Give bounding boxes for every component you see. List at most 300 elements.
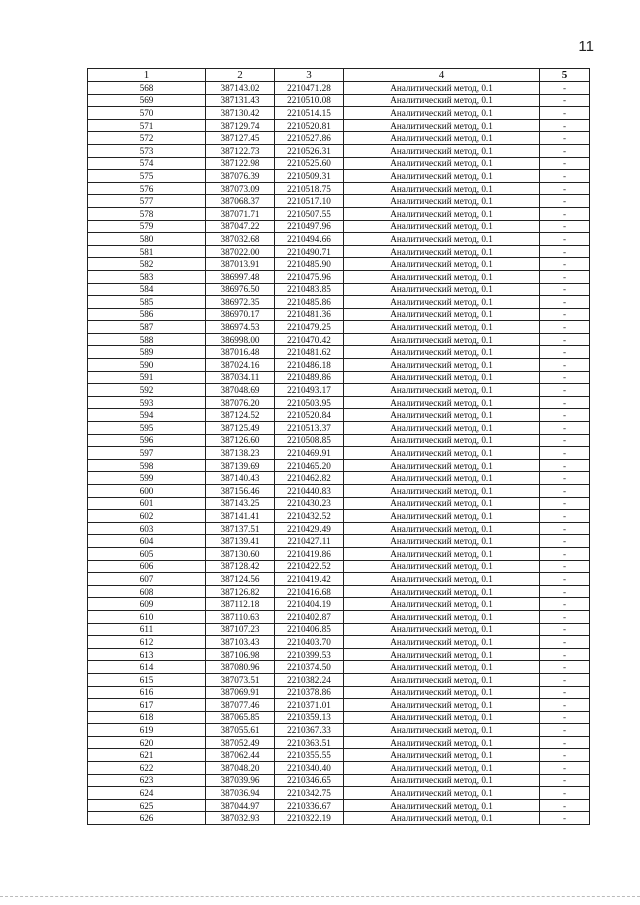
method-accuracy-cell: Аналитический метод, 0.1 — [344, 207, 540, 220]
note-cell: - — [540, 598, 590, 611]
table-row — [88, 787, 590, 800]
point-number-cell: 626 — [88, 812, 206, 825]
note-cell: - — [540, 233, 590, 246]
table-row — [88, 371, 590, 384]
header-row — [88, 69, 590, 82]
point-number-cell: 572 — [88, 132, 206, 145]
note-cell: - — [540, 510, 590, 523]
method-accuracy-cell: Аналитический метод, 0.1 — [344, 384, 540, 397]
coord-x-cell: 386976.50 — [206, 283, 275, 296]
method-accuracy-cell: Аналитический метод, 0.1 — [344, 472, 540, 485]
coord-y-cell: 2210404.19 — [275, 598, 344, 611]
point-number-cell: 602 — [88, 510, 206, 523]
note-cell: - — [540, 673, 590, 686]
note-cell: - — [540, 497, 590, 510]
header-col-2: 2 — [206, 69, 275, 82]
table-row — [88, 598, 590, 611]
coord-y-cell: 2210419.42 — [275, 573, 344, 586]
coord-x-cell: 387122.98 — [206, 157, 275, 170]
table-row — [88, 346, 590, 359]
method-accuracy-cell: Аналитический метод, 0.1 — [344, 485, 540, 498]
note-cell: - — [540, 547, 590, 560]
method-accuracy-cell: Аналитический метод, 0.1 — [344, 157, 540, 170]
coord-x-cell: 387034.11 — [206, 371, 275, 384]
coord-x-cell: 387127.45 — [206, 132, 275, 145]
table-row — [88, 485, 590, 498]
method-accuracy-cell: Аналитический метод, 0.1 — [344, 749, 540, 762]
method-accuracy-cell: Аналитический метод, 0.1 — [344, 686, 540, 699]
coord-y-cell: 2210485.86 — [275, 296, 344, 309]
method-accuracy-cell: Аналитический метод, 0.1 — [344, 711, 540, 724]
point-number-cell: 614 — [88, 661, 206, 674]
coord-x-cell: 387110.63 — [206, 610, 275, 623]
coord-y-cell: 2210336.67 — [275, 799, 344, 812]
note-cell: - — [540, 447, 590, 460]
table-row — [88, 195, 590, 208]
point-number-cell: 619 — [88, 724, 206, 737]
coord-x-cell: 387156.46 — [206, 485, 275, 498]
coord-y-cell: 2210382.24 — [275, 673, 344, 686]
coord-y-cell: 2210520.81 — [275, 119, 344, 132]
coord-y-cell: 2210340.40 — [275, 762, 344, 775]
table-row — [88, 472, 590, 485]
note-cell: - — [540, 119, 590, 132]
method-accuracy-cell: Аналитический метод, 0.1 — [344, 434, 540, 447]
coord-x-cell: 387103.43 — [206, 636, 275, 649]
coord-x-cell: 387125.49 — [206, 422, 275, 435]
coord-y-cell: 2210403.70 — [275, 636, 344, 649]
point-number-cell: 579 — [88, 220, 206, 233]
coord-y-cell: 2210490.71 — [275, 245, 344, 258]
method-accuracy-cell: Аналитический метод, 0.1 — [344, 673, 540, 686]
coord-x-cell: 387036.94 — [206, 787, 275, 800]
table-row — [88, 144, 590, 157]
note-cell: - — [540, 359, 590, 372]
table-row — [88, 522, 590, 535]
coord-x-cell: 387032.68 — [206, 233, 275, 246]
coord-x-cell: 387139.69 — [206, 459, 275, 472]
point-number-cell: 583 — [88, 270, 206, 283]
coord-y-cell: 2210527.86 — [275, 132, 344, 145]
point-number-cell: 584 — [88, 283, 206, 296]
coord-x-cell: 387044.97 — [206, 799, 275, 812]
point-number-cell: 605 — [88, 547, 206, 560]
note-cell: - — [540, 522, 590, 535]
coord-y-cell: 2210469.91 — [275, 447, 344, 460]
coord-x-cell: 387024.16 — [206, 359, 275, 372]
method-accuracy-cell: Аналитический метод, 0.1 — [344, 535, 540, 548]
note-cell: - — [540, 749, 590, 762]
note-cell: - — [540, 686, 590, 699]
method-accuracy-cell: Аналитический метод, 0.1 — [344, 270, 540, 283]
coord-x-cell: 387137.51 — [206, 522, 275, 535]
coord-x-cell: 387140.43 — [206, 472, 275, 485]
note-cell: - — [540, 157, 590, 170]
point-number-cell: 621 — [88, 749, 206, 762]
table-row — [88, 547, 590, 560]
coord-x-cell: 387077.46 — [206, 699, 275, 712]
coord-y-cell: 2210513.37 — [275, 422, 344, 435]
coord-y-cell: 2210481.62 — [275, 346, 344, 359]
note-cell: - — [540, 459, 590, 472]
coord-y-cell: 2210510.08 — [275, 94, 344, 107]
coord-x-cell: 387047.22 — [206, 220, 275, 233]
table-row — [88, 560, 590, 573]
table-row — [88, 799, 590, 812]
method-accuracy-cell: Аналитический метод, 0.1 — [344, 573, 540, 586]
note-cell: - — [540, 144, 590, 157]
point-number-cell: 580 — [88, 233, 206, 246]
coord-x-cell: 387112.18 — [206, 598, 275, 611]
table-row — [88, 459, 590, 472]
point-number-cell: 573 — [88, 144, 206, 157]
note-cell: - — [540, 724, 590, 737]
coord-y-cell: 2210483.85 — [275, 283, 344, 296]
coordinates-table — [87, 68, 590, 825]
point-number-cell: 612 — [88, 636, 206, 649]
coord-x-cell: 387065.85 — [206, 711, 275, 724]
coord-y-cell: 2210342.75 — [275, 787, 344, 800]
header-col-5: 5 — [540, 69, 590, 82]
header-col-4: 4 — [344, 69, 540, 82]
method-accuracy-cell: Аналитический метод, 0.1 — [344, 736, 540, 749]
point-number-cell: 593 — [88, 396, 206, 409]
table-row — [88, 724, 590, 737]
coord-y-cell: 2210485.90 — [275, 258, 344, 271]
table-row — [88, 321, 590, 334]
coord-y-cell: 2210462.82 — [275, 472, 344, 485]
note-cell: - — [540, 94, 590, 107]
point-number-cell: 591 — [88, 371, 206, 384]
method-accuracy-cell: Аналитический метод, 0.1 — [344, 94, 540, 107]
table-row — [88, 157, 590, 170]
point-number-cell: 620 — [88, 736, 206, 749]
method-accuracy-cell: Аналитический метод, 0.1 — [344, 245, 540, 258]
coord-y-cell: 2210378.86 — [275, 686, 344, 699]
coord-y-cell: 2210355.55 — [275, 749, 344, 762]
note-cell: - — [540, 636, 590, 649]
coord-y-cell: 2210374.50 — [275, 661, 344, 674]
point-number-cell: 577 — [88, 195, 206, 208]
note-cell: - — [540, 623, 590, 636]
method-accuracy-cell: Аналитический метод, 0.1 — [344, 623, 540, 636]
point-number-cell: 574 — [88, 157, 206, 170]
table-row — [88, 535, 590, 548]
coord-y-cell: 2210371.01 — [275, 699, 344, 712]
coord-x-cell: 387052.49 — [206, 736, 275, 749]
coord-x-cell: 387122.73 — [206, 144, 275, 157]
coord-y-cell: 2210322.19 — [275, 812, 344, 825]
coord-x-cell: 387141.41 — [206, 510, 275, 523]
table-row — [88, 283, 590, 296]
table-row — [88, 270, 590, 283]
coord-y-cell: 2210399.53 — [275, 648, 344, 661]
coord-x-cell: 387073.51 — [206, 673, 275, 686]
coord-y-cell: 2210489.86 — [275, 371, 344, 384]
method-accuracy-cell: Аналитический метод, 0.1 — [344, 220, 540, 233]
point-number-cell: 601 — [88, 497, 206, 510]
point-number-cell: 609 — [88, 598, 206, 611]
table-row — [88, 119, 590, 132]
point-number-cell: 598 — [88, 459, 206, 472]
point-number-cell: 616 — [88, 686, 206, 699]
note-cell: - — [540, 711, 590, 724]
coord-x-cell: 387124.52 — [206, 409, 275, 422]
coord-y-cell: 2210471.28 — [275, 82, 344, 95]
note-cell: - — [540, 82, 590, 95]
point-number-cell: 600 — [88, 485, 206, 498]
table-row — [88, 573, 590, 586]
method-accuracy-cell: Аналитический метод, 0.1 — [344, 321, 540, 334]
coord-y-cell: 2210416.68 — [275, 585, 344, 598]
coord-y-cell: 2210406.85 — [275, 623, 344, 636]
method-accuracy-cell: Аналитический метод, 0.1 — [344, 648, 540, 661]
coord-x-cell: 387069.91 — [206, 686, 275, 699]
coord-x-cell: 386972.35 — [206, 296, 275, 309]
coord-y-cell: 2210494.66 — [275, 233, 344, 246]
note-cell: - — [540, 207, 590, 220]
note-cell: - — [540, 409, 590, 422]
method-accuracy-cell: Аналитический метод, 0.1 — [344, 799, 540, 812]
table-row — [88, 610, 590, 623]
coord-x-cell: 387126.60 — [206, 434, 275, 447]
coord-y-cell: 2210440.83 — [275, 485, 344, 498]
table-row — [88, 82, 590, 95]
note-cell: - — [540, 585, 590, 598]
coord-y-cell: 2210422.52 — [275, 560, 344, 573]
note-cell: - — [540, 296, 590, 309]
table-row — [88, 749, 590, 762]
table-row — [88, 359, 590, 372]
coord-x-cell: 387106.98 — [206, 648, 275, 661]
table-row — [88, 258, 590, 271]
coord-x-cell: 386997.48 — [206, 270, 275, 283]
point-number-cell: 587 — [88, 321, 206, 334]
method-accuracy-cell: Аналитический метод, 0.1 — [344, 447, 540, 460]
point-number-cell: 606 — [88, 560, 206, 573]
coord-x-cell: 387076.39 — [206, 170, 275, 183]
coord-x-cell: 387107.23 — [206, 623, 275, 636]
method-accuracy-cell: Аналитический метод, 0.1 — [344, 346, 540, 359]
point-number-cell: 624 — [88, 787, 206, 800]
coord-x-cell: 386974.53 — [206, 321, 275, 334]
coord-y-cell: 2210402.87 — [275, 610, 344, 623]
table-row — [88, 585, 590, 598]
coord-y-cell: 2210526.31 — [275, 144, 344, 157]
point-number-cell: 617 — [88, 699, 206, 712]
coord-y-cell: 2210481.36 — [275, 308, 344, 321]
point-number-cell: 592 — [88, 384, 206, 397]
coord-y-cell: 2210493.17 — [275, 384, 344, 397]
method-accuracy-cell: Аналитический метод, 0.1 — [344, 170, 540, 183]
method-accuracy-cell: Аналитический метод, 0.1 — [344, 422, 540, 435]
method-accuracy-cell: Аналитический метод, 0.1 — [344, 699, 540, 712]
coord-y-cell: 2210427.11 — [275, 535, 344, 548]
note-cell: - — [540, 384, 590, 397]
coord-y-cell: 2210525.60 — [275, 157, 344, 170]
coord-x-cell: 387131.43 — [206, 94, 275, 107]
table-row — [88, 333, 590, 346]
table-row — [88, 736, 590, 749]
method-accuracy-cell: Аналитический метод, 0.1 — [344, 82, 540, 95]
note-cell: - — [540, 396, 590, 409]
table-row — [88, 182, 590, 195]
note-cell: - — [540, 535, 590, 548]
header-col-3: 3 — [275, 69, 344, 82]
note-cell: - — [540, 472, 590, 485]
note-cell: - — [540, 283, 590, 296]
table-row — [88, 774, 590, 787]
table-row — [88, 673, 590, 686]
point-number-cell: 625 — [88, 799, 206, 812]
coord-x-cell: 387073.09 — [206, 182, 275, 195]
table-row — [88, 711, 590, 724]
note-cell: - — [540, 787, 590, 800]
coord-x-cell: 387076.20 — [206, 396, 275, 409]
note-cell: - — [540, 333, 590, 346]
coord-y-cell: 2210475.96 — [275, 270, 344, 283]
table-row — [88, 170, 590, 183]
method-accuracy-cell: Аналитический метод, 0.1 — [344, 308, 540, 321]
point-number-cell: 588 — [88, 333, 206, 346]
table-row — [88, 308, 590, 321]
table-row — [88, 233, 590, 246]
coord-y-cell: 2210517.10 — [275, 195, 344, 208]
note-cell: - — [540, 736, 590, 749]
coord-x-cell: 387039.96 — [206, 774, 275, 787]
point-number-cell: 578 — [88, 207, 206, 220]
table-row — [88, 207, 590, 220]
note-cell: - — [540, 170, 590, 183]
coord-x-cell: 387013.91 — [206, 258, 275, 271]
method-accuracy-cell: Аналитический метод, 0.1 — [344, 610, 540, 623]
method-accuracy-cell: Аналитический метод, 0.1 — [344, 812, 540, 825]
method-accuracy-cell: Аналитический метод, 0.1 — [344, 585, 540, 598]
point-number-cell: 607 — [88, 573, 206, 586]
table-row — [88, 686, 590, 699]
note-cell: - — [540, 560, 590, 573]
coord-x-cell: 387071.71 — [206, 207, 275, 220]
method-accuracy-cell: Аналитический метод, 0.1 — [344, 333, 540, 346]
method-accuracy-cell: Аналитический метод, 0.1 — [344, 132, 540, 145]
table-row — [88, 510, 590, 523]
coord-x-cell: 387126.82 — [206, 585, 275, 598]
point-number-cell: 582 — [88, 258, 206, 271]
coord-y-cell: 2210503.95 — [275, 396, 344, 409]
table-row — [88, 434, 590, 447]
coord-y-cell: 2210486.18 — [275, 359, 344, 372]
coord-y-cell: 2210429.49 — [275, 522, 344, 535]
coord-y-cell: 2210518.75 — [275, 182, 344, 195]
coord-x-cell: 387139.41 — [206, 535, 275, 548]
note-cell: - — [540, 270, 590, 283]
table-row — [88, 384, 590, 397]
method-accuracy-cell: Аналитический метод, 0.1 — [344, 258, 540, 271]
point-number-cell: 585 — [88, 296, 206, 309]
note-cell: - — [540, 762, 590, 775]
coord-x-cell: 387129.74 — [206, 119, 275, 132]
method-accuracy-cell: Аналитический метод, 0.1 — [344, 560, 540, 573]
note-cell: - — [540, 346, 590, 359]
note-cell: - — [540, 107, 590, 120]
note-cell: - — [540, 812, 590, 825]
point-number-cell: 611 — [88, 623, 206, 636]
method-accuracy-cell: Аналитический метод, 0.1 — [344, 409, 540, 422]
table-row — [88, 396, 590, 409]
table-row — [88, 245, 590, 258]
method-accuracy-cell: Аналитический метод, 0.1 — [344, 283, 540, 296]
point-number-cell: 623 — [88, 774, 206, 787]
method-accuracy-cell: Аналитический метод, 0.1 — [344, 396, 540, 409]
point-number-cell: 568 — [88, 82, 206, 95]
table-row — [88, 497, 590, 510]
coord-y-cell: 2210470.42 — [275, 333, 344, 346]
coord-x-cell: 387080.96 — [206, 661, 275, 674]
table-row — [88, 422, 590, 435]
method-accuracy-cell: Аналитический метод, 0.1 — [344, 762, 540, 775]
note-cell: - — [540, 258, 590, 271]
note-cell: - — [540, 220, 590, 233]
point-number-cell: 615 — [88, 673, 206, 686]
method-accuracy-cell: Аналитический метод, 0.1 — [344, 107, 540, 120]
coord-y-cell: 2210367.33 — [275, 724, 344, 737]
point-number-cell: 597 — [88, 447, 206, 460]
coord-x-cell: 387128.42 — [206, 560, 275, 573]
point-number-cell: 599 — [88, 472, 206, 485]
coord-x-cell: 387048.69 — [206, 384, 275, 397]
note-cell: - — [540, 308, 590, 321]
coord-y-cell: 2210509.31 — [275, 170, 344, 183]
page-bottom-rule — [0, 896, 640, 898]
coord-x-cell: 387022.00 — [206, 245, 275, 258]
coord-x-cell: 387068.37 — [206, 195, 275, 208]
point-number-cell: 613 — [88, 648, 206, 661]
coord-x-cell: 387124.56 — [206, 573, 275, 586]
method-accuracy-cell: Аналитический метод, 0.1 — [344, 787, 540, 800]
point-number-cell: 608 — [88, 585, 206, 598]
coord-x-cell: 387138.23 — [206, 447, 275, 460]
method-accuracy-cell: Аналитический метод, 0.1 — [344, 233, 540, 246]
note-cell: - — [540, 182, 590, 195]
note-cell: - — [540, 245, 590, 258]
table-row — [88, 220, 590, 233]
note-cell: - — [540, 610, 590, 623]
coord-y-cell: 2210359.13 — [275, 711, 344, 724]
point-number-cell: 570 — [88, 107, 206, 120]
coord-y-cell: 2210479.25 — [275, 321, 344, 334]
point-number-cell: 595 — [88, 422, 206, 435]
point-number-cell: 622 — [88, 762, 206, 775]
table-row — [88, 132, 590, 145]
coord-x-cell: 387143.02 — [206, 82, 275, 95]
point-number-cell: 581 — [88, 245, 206, 258]
table-row — [88, 661, 590, 674]
method-accuracy-cell: Аналитический метод, 0.1 — [344, 144, 540, 157]
coord-y-cell: 2210507.55 — [275, 207, 344, 220]
point-number-cell: 604 — [88, 535, 206, 548]
table-row — [88, 409, 590, 422]
method-accuracy-cell: Аналитический метод, 0.1 — [344, 547, 540, 560]
coord-y-cell: 2210432.52 — [275, 510, 344, 523]
coord-y-cell: 2210430.23 — [275, 497, 344, 510]
note-cell: - — [540, 321, 590, 334]
method-accuracy-cell: Аналитический метод, 0.1 — [344, 522, 540, 535]
point-number-cell: 589 — [88, 346, 206, 359]
method-accuracy-cell: Аналитический метод, 0.1 — [344, 459, 540, 472]
coord-y-cell: 2210363.51 — [275, 736, 344, 749]
coord-x-cell: 386970.17 — [206, 308, 275, 321]
coord-y-cell: 2210346.65 — [275, 774, 344, 787]
